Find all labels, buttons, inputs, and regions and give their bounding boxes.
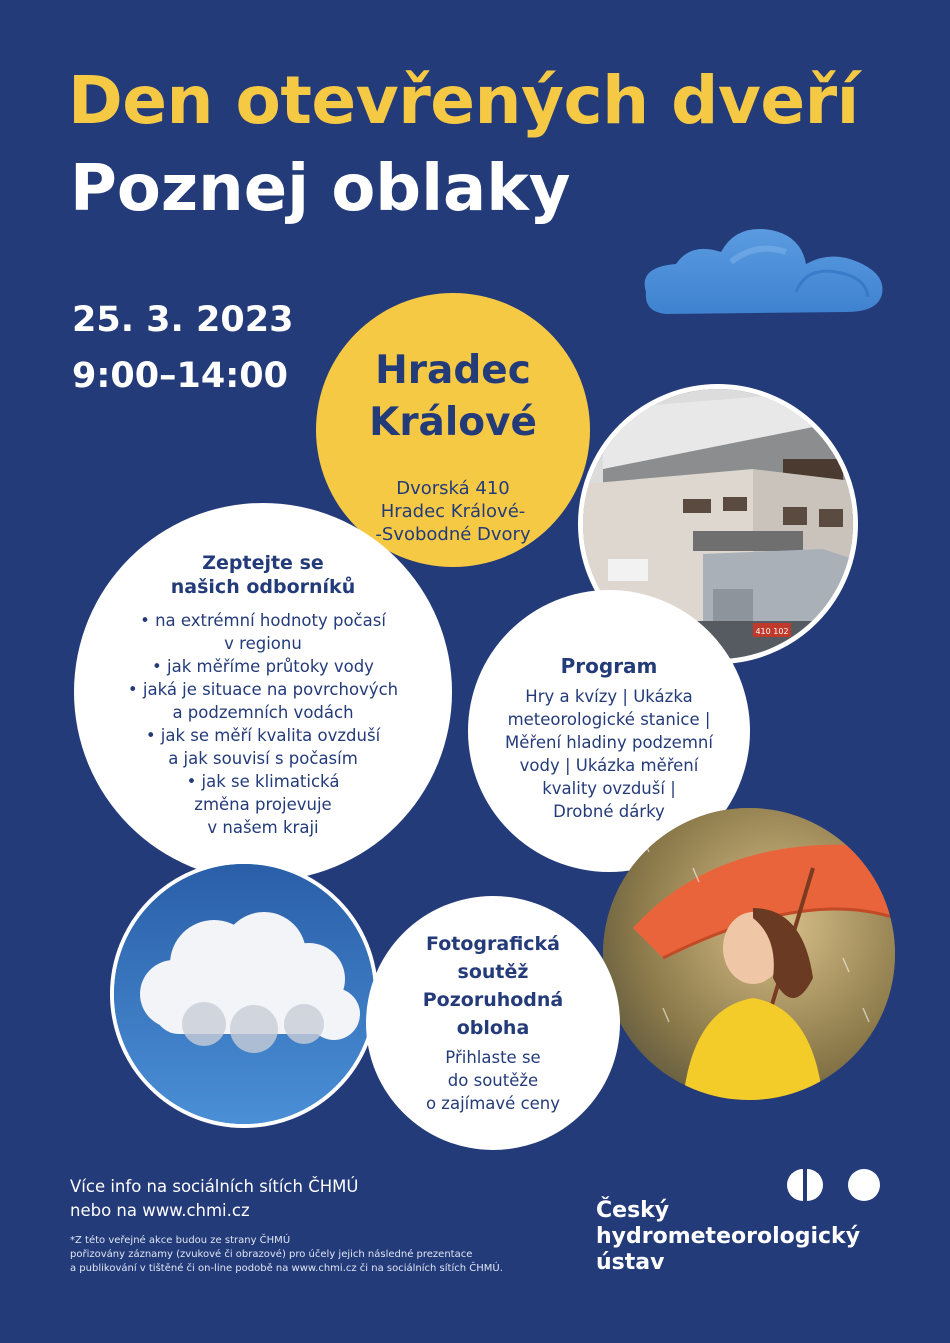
address-line: Dvorská 410 <box>396 478 510 499</box>
logo-line: ústav <box>596 1250 665 1275</box>
contest-text <box>376 1046 610 1115</box>
list-item: a jak souvisí s počasím <box>168 749 358 768</box>
chmu-logo-icon <box>786 1168 882 1202</box>
contest-line: o zajímavé ceny <box>425 1094 561 1113</box>
chmu-logo-text <box>596 1198 860 1276</box>
list-item: v našem kraji <box>207 818 319 837</box>
program-line: kvality ovzduší | <box>542 779 676 798</box>
list-item: v regionu <box>224 634 302 653</box>
program-line: Drobné dárky <box>553 802 665 821</box>
title-open-day: Den otevřených dveří <box>68 62 859 139</box>
program-line: meteorologické stanice | <box>507 710 711 729</box>
footnote-line: pořizovány záznamy (zvukové či obrazové) pro účely jejich následné prezentace <box>70 1249 473 1260</box>
program-line: vody | Ukázka měření <box>519 756 699 775</box>
event-date: 25. 3. 2023 <box>72 300 294 340</box>
logo-line: Český <box>596 1198 670 1223</box>
footer-info <box>70 1175 358 1223</box>
contest-heading-line: obloha <box>456 1017 530 1039</box>
street-sign: 410 102 <box>755 627 789 636</box>
address-line: Hradec Králové- <box>380 501 526 522</box>
cloud-photo <box>110 860 378 1128</box>
contest-line: do soutěže <box>447 1071 539 1090</box>
event-time: 9:00–14:00 <box>72 356 288 396</box>
title-get-to-know-clouds: Poznej oblaky <box>70 152 571 226</box>
city-line-1: Hradec <box>375 348 531 393</box>
contest-heading-line: Pozoruhodná <box>422 989 564 1011</box>
photo-contest-circle <box>366 896 620 1150</box>
program-line: Hry a kvízy | Ukázka <box>525 687 693 706</box>
program-heading: Program <box>560 654 658 678</box>
footer-info-line: nebo na www.chmi.cz <box>70 1201 250 1220</box>
list-item: změna projevuje <box>194 795 332 814</box>
program-line: Měření hladiny podzemní <box>505 733 713 752</box>
experts-circle <box>74 503 452 881</box>
list-item: • jak se měří kvalita ovzduší <box>145 726 381 745</box>
list-item: • na extrémní hodnoty počasí <box>140 611 386 630</box>
address-line: -Svobodné Dvory <box>375 524 531 545</box>
contest-heading-line: soutěž <box>457 961 529 983</box>
list-item: • jaká je situace na povrchových <box>127 680 399 699</box>
list-item: • jak se klimatická <box>186 772 340 791</box>
contest-heading-line: Fotografická <box>426 933 560 955</box>
logo-line: hydrometeorologický <box>596 1224 861 1249</box>
footnote <box>70 1234 503 1276</box>
footnote-line: a publikování v tištěné či on-line podobě na www.chmi.cz či na sociálních sítích ČHMÚ. <box>70 1263 503 1274</box>
city-line-2: Králové <box>369 400 537 445</box>
experts-list <box>94 609 432 839</box>
location-circle <box>316 293 590 567</box>
experts-heading-line: Zeptejte se <box>202 552 324 574</box>
experts-heading-line: našich odborníků <box>170 576 356 598</box>
location-city <box>316 345 590 449</box>
footer-info-line: Více info na sociálních sítích ČHMÚ <box>70 1177 359 1196</box>
contest-line: Přihlaste se <box>445 1048 541 1067</box>
program-text <box>490 685 728 823</box>
watercolor-cloud-icon <box>636 222 888 322</box>
girl-umbrella-photo <box>603 808 895 1100</box>
contest-heading <box>376 930 610 1042</box>
footnote-line: *Z této veřejné akce budou ze strany ČHMÚ <box>70 1235 291 1246</box>
list-item: • jak měříme průtoky vody <box>152 657 374 676</box>
list-item: a podzemních vodách <box>172 703 354 722</box>
experts-heading <box>114 551 412 599</box>
